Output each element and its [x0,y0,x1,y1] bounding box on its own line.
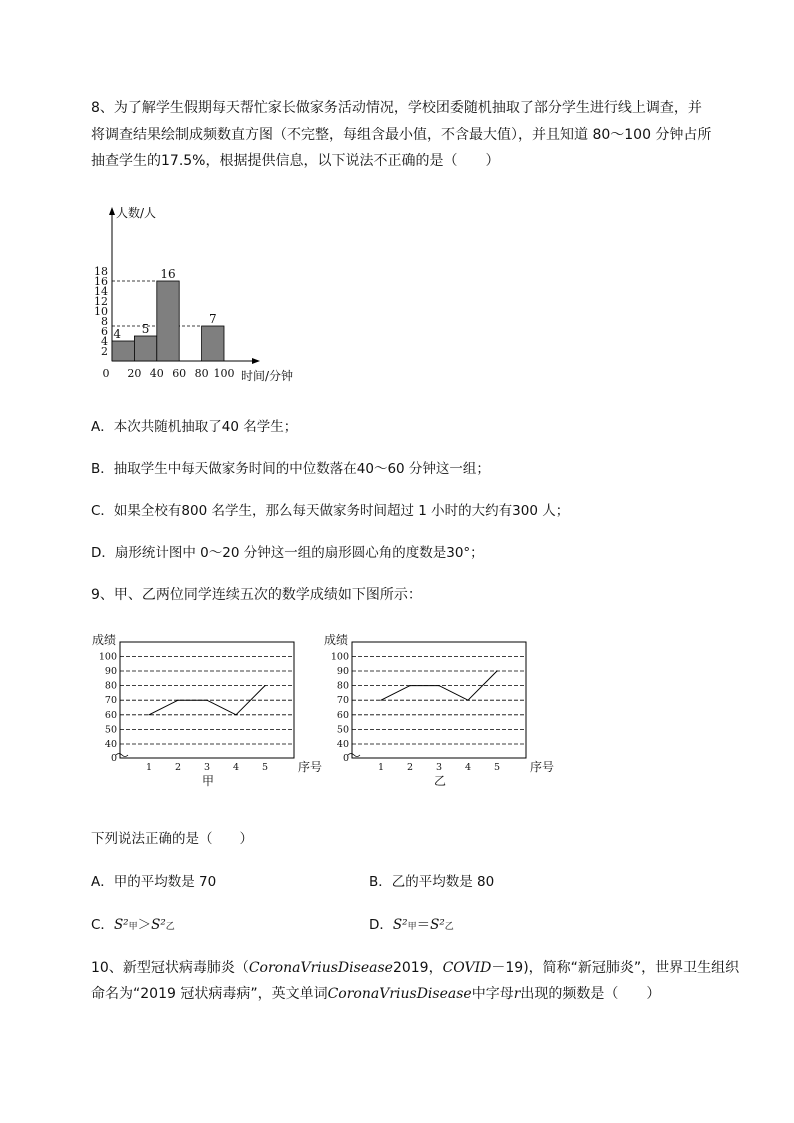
x-tick-label: 20 [127,367,142,380]
y-tick-label: 80 [104,680,117,692]
y-tick-label: 40 [104,739,117,750]
bar-value-label: 4 [113,327,122,341]
y-tick-label: 60 [104,709,117,721]
line-chart-yi [320,630,560,800]
q9-option-b: B．乙的平均数是 80 [369,874,495,890]
histogram-bar [157,281,179,361]
data-point [235,714,236,715]
q9-option-c [91,915,175,937]
x-axis-arrow [252,358,260,364]
y-tick-label: 12 [94,295,108,308]
x-tick-label: 5 [493,762,501,773]
line-chart-jia [88,630,328,800]
x-axis-title: 序号 [530,760,555,774]
y-tick-label: 90 [104,666,117,677]
y-tick-label: 50 [336,724,349,736]
data-point [264,685,265,686]
histogram-bar [112,341,134,361]
x-tick-label: 2 [406,762,414,773]
x-axis-title: 序号 [298,760,323,774]
data-point [496,670,497,671]
y-tick-label: 70 [104,695,117,707]
data-point [148,714,149,715]
x-tick-label: 5 [261,762,269,773]
q10-stem-line-1 [91,958,739,978]
y-tick-label: 0 [342,753,349,764]
subscript-jia: 甲 [128,922,138,932]
x-tick-label: 0 [102,367,110,380]
equals-sign: ＝ [416,917,431,933]
q10-stem-line-2 [91,984,660,1004]
y-tick-label: 18 [94,265,108,278]
data-point [380,700,381,701]
histogram-bar [202,326,224,361]
histogram-bar [134,336,156,361]
y-tick-label: 100 [330,651,349,663]
y-axis-arrow [109,207,115,215]
chart-caption: 甲 [201,774,215,788]
q10-text: 命名为“2019 冠状病毒病”，英文单词 [91,986,328,1002]
histogram-chart [88,195,318,390]
data-point [467,700,468,701]
bar-value-label: 5 [141,322,150,336]
greater-than-sign: ＞ [137,917,152,933]
q9-question: 下列说法正确的是（ ） [91,831,253,847]
y-tick-label: 60 [336,709,349,721]
q9-option-a: A．甲的平均数是 70 [91,874,217,890]
subscript-jia: 甲 [407,922,417,932]
q10-text: 中字母 [471,986,514,1002]
subscript-yi: 乙 [165,922,175,932]
axis-break-mark [348,754,360,757]
axis-break-mark [116,754,128,757]
q8-option-d: D．扇形统计图中 0～20 分钟这一组的扇形圆心角的度数是30°； [91,545,484,561]
q8-stem-line-3: 抽查学生的17.5%，根据提供信息，以下说法不正确的是（ ） [91,153,500,169]
data-point [409,685,410,686]
chart-caption: 乙 [433,774,447,788]
y-tick-label: 16 [94,275,108,288]
y-tick-label: 8 [101,315,108,328]
option-c-prefix: C． [91,917,114,933]
variance-symbol: S² [113,917,129,933]
x-tick-label: 80 [194,367,209,380]
q10-letter-r: r [513,986,521,1002]
q10-english-word: CoronaVriusDisease [248,960,393,976]
q10-text: －19)，简称“新冠肺炎”，世界卫生组织 [491,960,740,976]
data-point [177,700,178,701]
q9-stem: 9、甲、乙两位同学连续五次的数学成绩如下图所示： [91,587,422,603]
x-tick-label: 4 [232,762,240,773]
q10-text: 2019， [392,960,443,976]
variance-symbol: S² [392,917,408,933]
y-axis-title: 成绩 [92,633,117,647]
y-tick-label: 4 [101,335,108,348]
variance-symbol: S² [430,917,445,933]
y-tick-label: 90 [336,666,349,677]
q8-option-c: C．如果全校有800 名学生，那么每天做家务时间超过 1 小时的大约有300 人； [91,503,570,519]
x-tick-label: 1 [145,762,153,773]
q8-option-a: A．本次共随机抽取了40 名学生； [91,419,298,435]
x-tick-label: 2 [174,762,182,773]
y-tick-label: 10 [94,305,108,318]
y-tick-label: 0 [110,753,117,764]
y-tick-label: 100 [98,651,117,663]
option-d-prefix: D． [369,917,393,933]
q8-stem-line-1: 8、为了解学生假期每天帮忙家长做家务活动情况，学校团委随机抽取了部分学生进行线上调查，并 [91,100,702,116]
q10-text: 10、新型冠状病毒肺炎（ [91,960,249,976]
bar-value-label: 7 [208,312,217,326]
x-tick-label: 3 [435,762,443,773]
y-axis-title: 人数/人 [116,206,157,220]
data-point [438,685,439,686]
subscript-yi: 乙 [444,922,454,932]
x-tick-label: 40 [149,367,164,380]
x-tick-label: 4 [464,762,472,773]
q10-text: 出现的频数是（ ） [520,986,661,1002]
y-tick-label: 40 [336,739,349,750]
y-tick-label: 50 [104,724,117,736]
y-axis-title: 成绩 [324,633,349,647]
x-tick-label: 60 [172,367,187,380]
q8-stem-line-2: 将调查结果绘制成频数直方图（不完整，每组含最小值，不含最大值），并且知道 80～100 分钟占所 [91,127,712,143]
y-tick-label: 70 [336,695,349,707]
y-tick-label: 2 [101,345,108,358]
data-point [206,700,207,701]
y-tick-label: 80 [336,680,349,692]
y-tick-label: 6 [101,325,108,338]
q10-covid: COVID [442,960,492,976]
x-axis-title: 时间/分钟 [241,369,294,383]
variance-symbol: S² [151,917,166,933]
x-tick-label: 100 [213,367,235,380]
q8-option-b: B．抽取学生中每天做家务时间的中位数落在40～60 分钟这一组； [91,461,490,477]
q9-option-d [369,915,454,937]
q10-english-word: CoronaVriusDisease [327,986,472,1002]
bar-value-label: 16 [160,267,176,281]
y-tick-label: 14 [94,285,108,298]
x-tick-label: 1 [377,762,385,773]
x-tick-label: 3 [203,762,211,773]
